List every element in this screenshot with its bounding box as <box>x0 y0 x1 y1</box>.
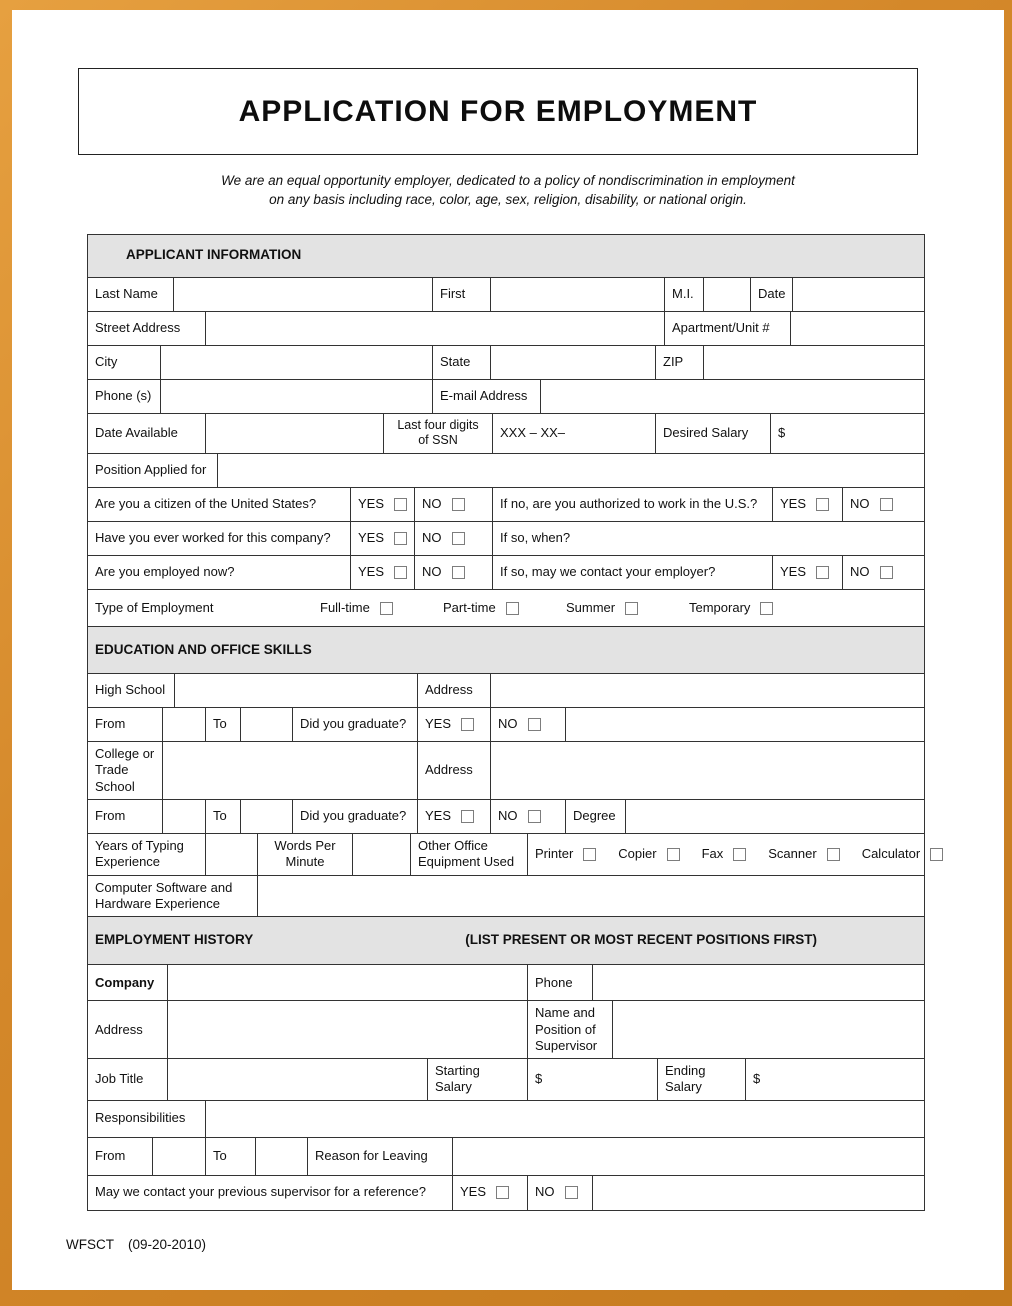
zip-field[interactable] <box>704 346 924 379</box>
yes-label: YES <box>780 496 807 512</box>
printer-option <box>535 846 596 862</box>
worked-no-checkbox[interactable] <box>452 532 465 545</box>
hs-to-field[interactable] <box>241 708 293 741</box>
worked-before-row <box>88 521 924 555</box>
part-time-checkbox[interactable] <box>506 602 519 615</box>
first-name-field[interactable] <box>491 278 665 311</box>
date-available-field[interactable] <box>206 414 384 453</box>
last-name-field[interactable] <box>174 278 433 311</box>
fax-checkbox[interactable] <box>733 848 746 861</box>
computer-experience-field[interactable] <box>258 876 924 917</box>
reason-for-leaving-field[interactable] <box>453 1138 924 1175</box>
employer-address-row <box>88 1000 924 1058</box>
hs-graduate-no-cell <box>491 708 566 741</box>
yes-label: YES <box>358 496 385 512</box>
company-label: Company <box>88 965 168 1000</box>
hs-from-label: From <box>88 708 163 741</box>
college-graduate-yes-checkbox[interactable] <box>461 810 474 823</box>
date-available-label: Date Available <box>88 414 206 453</box>
yes-label: YES <box>425 808 452 824</box>
name-row <box>88 277 924 311</box>
full-time-checkbox[interactable] <box>380 602 393 615</box>
authorized-no-cell <box>843 488 924 521</box>
reference-question-label: May we contact your previous supervisor for a reference? <box>88 1176 453 1210</box>
form-footer <box>66 1237 1004 1252</box>
company-field[interactable] <box>168 965 528 1000</box>
worked-yes-cell <box>351 522 415 555</box>
type-of-employment-label: Type of Employment <box>95 599 214 615</box>
wpm-label: Words Per Minute <box>258 834 353 875</box>
college-label: College or Trade School <box>88 742 163 799</box>
first-name-label: First <box>433 278 491 311</box>
no-label: NO <box>498 808 518 824</box>
ending-salary-label: Ending Salary <box>658 1059 746 1100</box>
college-graduate-label: Did you graduate? <box>293 800 418 833</box>
contact-employer-yes-cell <box>773 556 843 589</box>
responsibilities-row <box>88 1100 924 1137</box>
summer-label: Summer <box>566 599 616 615</box>
yes-label: YES <box>460 1184 487 1200</box>
employment-to-field[interactable] <box>256 1138 308 1175</box>
employment-section-header-row <box>88 916 924 964</box>
citizen-yes-checkbox[interactable] <box>394 498 407 511</box>
fax-label: Fax <box>701 846 724 862</box>
scanner-option <box>768 846 839 862</box>
last-name-label: Last Name <box>88 278 174 311</box>
office-skills-row <box>88 833 924 875</box>
calculator-label: Calculator <box>861 846 921 862</box>
temporary-checkbox[interactable] <box>760 602 773 615</box>
apartment-unit-field[interactable] <box>791 312 924 345</box>
part-time-label: Part-time <box>443 599 496 615</box>
phone-field[interactable] <box>593 965 924 1000</box>
college-row <box>88 741 924 799</box>
college-address-label: Address <box>418 742 491 799</box>
full-time-option <box>320 600 443 616</box>
contact-employer-question-label: If so, may we contact your employer? <box>493 556 773 589</box>
responsibilities-field[interactable] <box>206 1101 924 1137</box>
starting-salary-label: Starting Salary <box>428 1059 528 1100</box>
supervisor-label: Name and Position of Supervisor <box>528 1001 613 1058</box>
reference-row <box>88 1175 924 1210</box>
employed-now-row <box>88 555 924 589</box>
scanner-checkbox[interactable] <box>827 848 840 861</box>
job-title-field[interactable] <box>168 1059 428 1100</box>
zip-label: ZIP <box>656 346 704 379</box>
form-code: WFSCT <box>66 1236 114 1252</box>
employment-section-note: (LIST PRESENT OR MOST RECENT POSITIONS FIRST) <box>465 932 818 948</box>
job-title-salary-row <box>88 1058 924 1100</box>
if-so-when-label: If so, when? <box>500 530 571 546</box>
calculator-option <box>862 846 944 862</box>
applicant-section-header-row <box>88 235 924 277</box>
employment-to-label: To <box>206 1138 256 1175</box>
employed-no-cell <box>415 556 493 589</box>
availability-ssn-salary-row <box>88 413 924 453</box>
hs-address-label: Address <box>418 674 491 707</box>
date-label: Date <box>751 278 793 311</box>
form-page <box>12 10 1004 1290</box>
ending-salary-field[interactable]: $ <box>753 1071 761 1087</box>
no-label: NO <box>850 564 870 580</box>
college-graduate-yes-cell <box>418 800 491 833</box>
college-to-label: To <box>206 800 241 833</box>
yes-label: YES <box>780 564 807 580</box>
hs-from-field[interactable] <box>163 708 206 741</box>
phones-field[interactable] <box>161 380 433 413</box>
position-applied-row <box>88 453 924 487</box>
no-label: NO <box>850 496 870 512</box>
authorized-yes-cell <box>773 488 843 521</box>
college-to-field[interactable] <box>241 800 293 833</box>
state-field[interactable] <box>491 346 656 379</box>
employment-from-label: From <box>88 1138 153 1175</box>
education-section-title: EDUCATION AND OFFICE SKILLS <box>88 627 924 673</box>
hs-address-field[interactable] <box>491 674 924 707</box>
summer-checkbox[interactable] <box>625 602 638 615</box>
mi-field[interactable] <box>704 278 751 311</box>
yes-label: YES <box>425 716 452 732</box>
degree-field[interactable] <box>626 800 924 833</box>
supervisor-field[interactable] <box>613 1001 924 1058</box>
employed-yes-cell <box>351 556 415 589</box>
city-label: City <box>88 346 161 379</box>
education-section-header-row <box>88 626 924 673</box>
high-school-label: High School <box>88 674 175 707</box>
employed-no-checkbox[interactable] <box>452 566 465 579</box>
no-label: NO <box>422 530 442 546</box>
yes-label: YES <box>358 530 385 546</box>
copier-checkbox[interactable] <box>667 848 680 861</box>
page-title: APPLICATION FOR EMPLOYMENT <box>238 94 758 128</box>
printer-label: Printer <box>535 846 574 862</box>
high-school-field[interactable] <box>175 674 418 707</box>
hs-graduate-no-checkbox[interactable] <box>528 718 541 731</box>
reference-no-cell <box>528 1176 593 1210</box>
citizen-no-checkbox[interactable] <box>452 498 465 511</box>
degree-label: Degree <box>566 800 626 833</box>
phones-label: Phone (s) <box>88 380 161 413</box>
employed-yes-checkbox[interactable] <box>394 566 407 579</box>
desired-salary-label: Desired Salary <box>656 414 771 453</box>
employment-section-header <box>88 917 924 964</box>
temporary-option <box>689 600 812 616</box>
calculator-checkbox[interactable] <box>930 848 943 861</box>
equipment-used-label: Other Office Equipment Used <box>411 834 528 875</box>
street-address-field[interactable] <box>206 312 665 345</box>
company-row <box>88 964 924 1000</box>
phone-email-row <box>88 379 924 413</box>
reference-yes-checkbox[interactable] <box>496 1186 509 1199</box>
apartment-unit-label: Apartment/Unit # <box>665 312 791 345</box>
college-graduate-no-cell <box>491 800 566 833</box>
hs-graduate-yes-cell <box>418 708 491 741</box>
hs-graduate-label: Did you graduate? <box>293 708 418 741</box>
employed-question-label: Are you employed now? <box>88 556 351 589</box>
college-graduate-no-checkbox[interactable] <box>528 810 541 823</box>
starting-salary-field[interactable]: $ <box>528 1059 658 1100</box>
position-applied-field[interactable] <box>218 454 924 487</box>
full-time-label: Full-time <box>320 599 370 615</box>
worked-question-label: Have you ever worked for this company? <box>88 522 351 555</box>
state-label: State <box>433 346 491 379</box>
college-address-field[interactable] <box>491 742 924 799</box>
authorized-yes-checkbox[interactable] <box>816 498 829 511</box>
college-from-field[interactable] <box>163 800 206 833</box>
hs-dates-row <box>88 707 924 741</box>
contact-employer-yes-checkbox[interactable] <box>816 566 829 579</box>
hs-extra-field[interactable] <box>566 708 924 741</box>
employment-dates-row <box>88 1137 924 1175</box>
citizen-no-cell <box>415 488 493 521</box>
street-address-label: Street Address <box>88 312 206 345</box>
fax-option <box>702 846 747 862</box>
copier-label: Copier <box>618 846 657 862</box>
employer-address-label: Address <box>88 1001 168 1058</box>
equal-opportunity-statement <box>12 172 1004 210</box>
hs-to-label: To <box>206 708 241 741</box>
wpm-field[interactable] <box>353 834 411 875</box>
type-of-employment-cell <box>88 590 924 626</box>
title-box <box>78 68 918 155</box>
form-revision-date: (09-20-2010) <box>128 1236 207 1252</box>
no-label: NO <box>535 1184 555 1200</box>
college-from-label: From <box>88 800 163 833</box>
city-state-zip-row <box>88 345 924 379</box>
college-field[interactable] <box>163 742 418 799</box>
no-label: NO <box>422 496 442 512</box>
employment-from-field[interactable] <box>153 1138 206 1175</box>
applicant-section-title: APPLICANT INFORMATION <box>88 235 924 277</box>
contact-employer-no-cell <box>843 556 924 589</box>
employer-address-field[interactable] <box>168 1001 528 1058</box>
equipment-options-cell <box>528 834 950 875</box>
part-time-option <box>443 600 566 616</box>
date-field[interactable] <box>793 278 924 311</box>
reference-extra-field[interactable] <box>593 1176 924 1210</box>
mi-label: M.I. <box>665 278 704 311</box>
reason-for-leaving-label: Reason for Leaving <box>308 1138 453 1175</box>
authorized-no-checkbox[interactable] <box>880 498 893 511</box>
city-field[interactable] <box>161 346 433 379</box>
citizen-yes-cell <box>351 488 415 521</box>
typing-years-label: Years of Typing Experience <box>88 834 206 875</box>
reference-no-checkbox[interactable] <box>565 1186 578 1199</box>
statement-line-2: on any basis including race, color, age, sex, religion, disability, or national origin. <box>269 191 747 207</box>
position-applied-label: Position Applied for <box>88 454 218 487</box>
authorized-question-label: If no, are you authorized to work in the U.S.? <box>493 488 773 521</box>
college-dates-row <box>88 799 924 833</box>
worked-no-cell <box>415 522 493 555</box>
responsibilities-label: Responsibilities <box>88 1101 206 1137</box>
type-of-employment-row <box>88 589 924 626</box>
no-label: NO <box>498 716 518 732</box>
yes-label: YES <box>358 564 385 580</box>
citizen-row <box>88 487 924 521</box>
employment-section-title: EMPLOYMENT HISTORY <box>95 932 254 948</box>
scanner-label: Scanner <box>768 846 817 862</box>
street-address-row <box>88 311 924 345</box>
computer-experience-row <box>88 875 924 917</box>
temporary-label: Temporary <box>689 599 751 615</box>
summer-option <box>566 600 689 616</box>
reference-yes-cell <box>453 1176 528 1210</box>
printer-checkbox[interactable] <box>583 848 596 861</box>
email-field[interactable] <box>541 380 924 413</box>
application-form-table <box>87 234 925 1211</box>
computer-experience-label: Computer Software and Hardware Experience <box>88 876 258 917</box>
contact-employer-no-checkbox[interactable] <box>880 566 893 579</box>
statement-line-1: We are an equal opportunity employer, dedicated to a policy of nondiscrimination in employment <box>221 173 795 188</box>
copier-option <box>618 846 679 862</box>
ssn-last4-label: Last four digits of SSN <box>384 414 493 453</box>
phone-label: Phone <box>528 965 593 1000</box>
job-title-label: Job Title <box>88 1059 168 1100</box>
high-school-row <box>88 673 924 707</box>
hs-graduate-yes-checkbox[interactable] <box>461 718 474 731</box>
typing-years-field[interactable] <box>206 834 258 875</box>
desired-salary-field[interactable]: $ <box>778 425 786 441</box>
no-label: NO <box>422 564 442 580</box>
worked-yes-checkbox[interactable] <box>394 532 407 545</box>
citizen-question-label: Are you a citizen of the United States? <box>88 488 351 521</box>
ssn-mask-field[interactable]: XXX – XX– <box>493 414 656 453</box>
email-label: E-mail Address <box>433 380 541 413</box>
